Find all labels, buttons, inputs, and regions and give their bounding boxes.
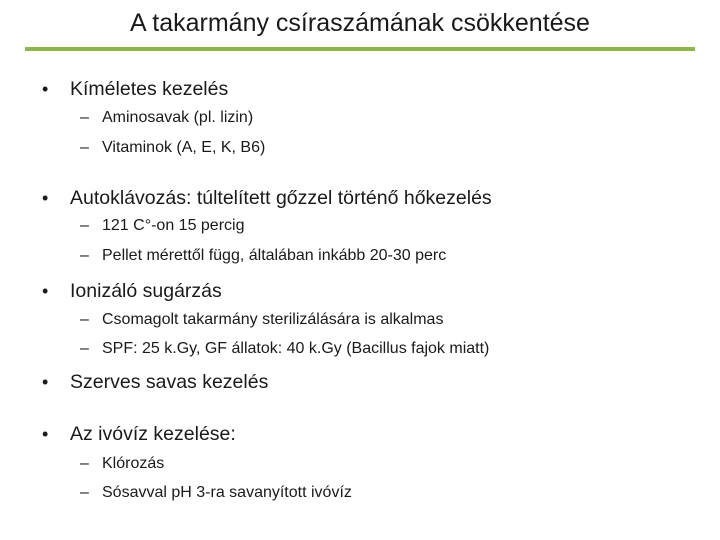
sub-bullet-item xyxy=(80,138,265,158)
slide-title: A takarmány csíraszámának csökkentése xyxy=(130,9,590,37)
bullet-text: Autoklávozás: túltelített gőzzel történő hőkezelés xyxy=(70,187,492,209)
bullet-item xyxy=(42,77,228,101)
sub-bullet-text: Pellet mérettől függ, általában inkább 20-30 perc xyxy=(102,247,447,264)
sub-bullet-text: Csomagolt takarmány sterilizálására is alkalmas xyxy=(102,311,444,328)
bullet-icon: • xyxy=(42,372,49,392)
sub-bullet-item xyxy=(80,310,443,330)
dash-icon: – xyxy=(80,139,89,156)
sub-bullet-text: Sósavval pH 3-ra savanyított ivóvíz xyxy=(102,484,352,501)
bullet-text: Az ivóvíz kezelése: xyxy=(70,423,236,445)
bullet-text: Ionizáló sugárzás xyxy=(70,280,222,302)
sub-bullet-item xyxy=(80,108,253,128)
bullet-item xyxy=(42,422,236,446)
sub-bullet-item xyxy=(80,454,164,474)
dash-icon: – xyxy=(80,247,89,264)
dash-icon: – xyxy=(80,109,89,126)
bullet-item xyxy=(42,186,492,210)
bullet-item xyxy=(42,279,222,303)
sub-bullet-item xyxy=(80,246,446,266)
bullet-icon: • xyxy=(42,281,49,301)
sub-bullet-text: Aminosavak (pl. lizin) xyxy=(102,109,254,126)
dash-icon: – xyxy=(80,340,89,357)
sub-bullet-item xyxy=(80,483,352,503)
sub-bullet-text: Klórozás xyxy=(102,455,165,472)
dash-icon: – xyxy=(80,484,89,501)
sub-bullet-item xyxy=(80,339,489,359)
bullet-item xyxy=(42,370,268,394)
bullet-text: Szerves savas kezelés xyxy=(70,371,269,393)
sub-bullet-text: Vitaminok (A, E, K, B6) xyxy=(102,139,266,156)
sub-bullet-text: 121 C°-on 15 percig xyxy=(102,217,245,234)
dash-icon: – xyxy=(80,455,89,472)
dash-icon: – xyxy=(80,217,89,234)
bullet-icon: • xyxy=(42,424,49,444)
sub-bullet-item xyxy=(80,216,244,236)
dash-icon: – xyxy=(80,311,89,328)
bullet-icon: • xyxy=(42,79,49,99)
bullet-icon: • xyxy=(42,188,49,208)
bullet-text: Kíméletes kezelés xyxy=(70,78,229,100)
sub-bullet-text: SPF: 25 k.Gy, GF állatok: 40 k.Gy (Bacillus fajok miatt) xyxy=(102,340,490,357)
